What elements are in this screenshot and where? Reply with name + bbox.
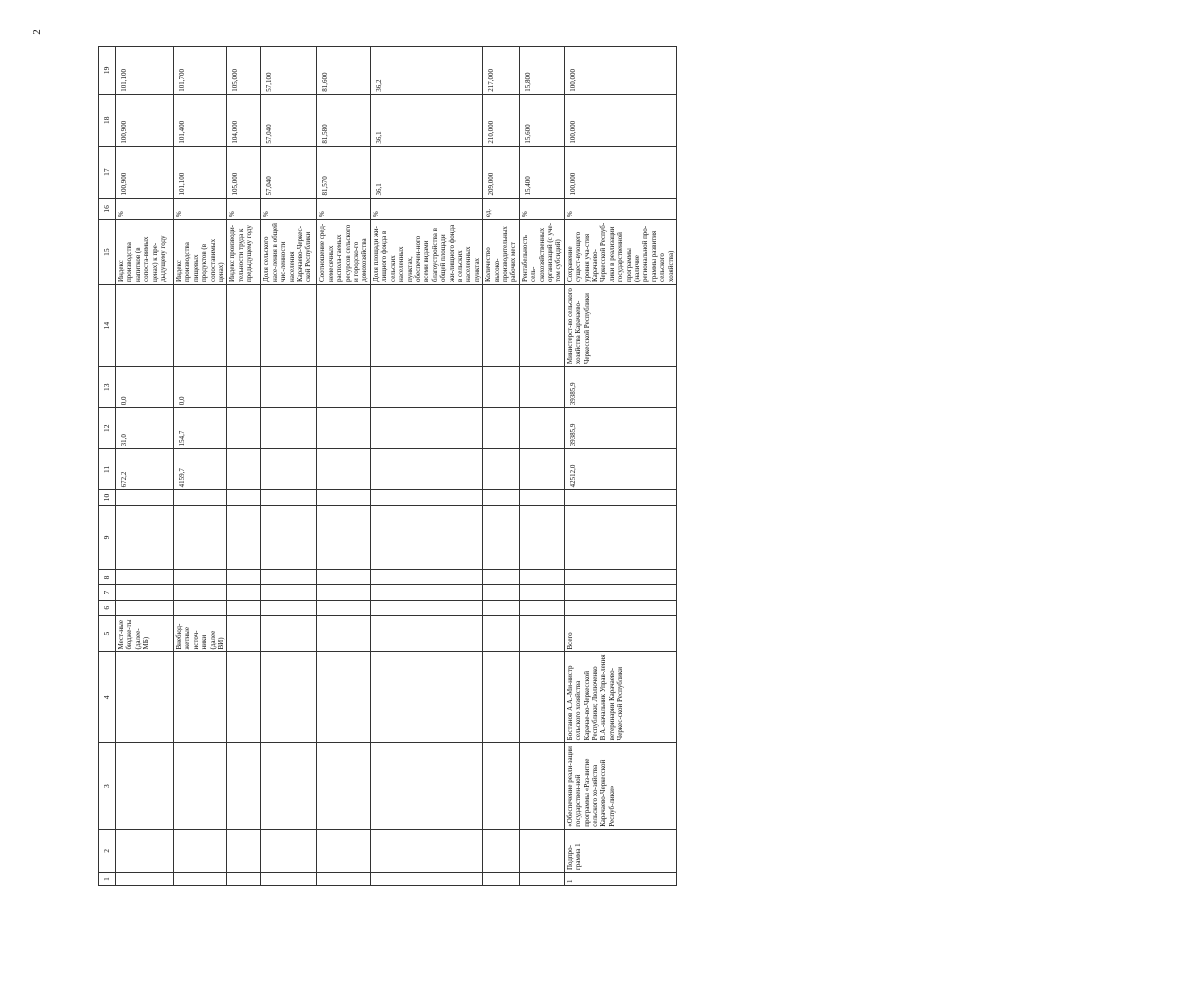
- column-number-12: 12: [99, 408, 116, 449]
- cell-col-15: Доля площади жи-лищного фонда в сельских населенных пунктах, обеспечен-ного всеми видами благоустройства в общей площади жи-лищного фонда в сельских населенных пунктах: [370, 220, 482, 285]
- column-number-5: 5: [99, 615, 116, 652]
- cell-col-10: [483, 490, 520, 505]
- cell-col-12: 154,7: [174, 408, 227, 449]
- cell-col-7: [564, 585, 676, 600]
- cell-col-7: [116, 585, 174, 600]
- cell-col-2: [483, 829, 520, 872]
- cell-col-9: [564, 505, 676, 570]
- cell-col-17: 36,1: [370, 146, 482, 198]
- cell-col-7: [483, 585, 520, 600]
- cell-col-11: [519, 449, 564, 490]
- cell-col-9: [227, 505, 261, 570]
- cell-col-11: [317, 449, 370, 490]
- cell-col-16: %: [564, 198, 676, 220]
- cell-col-18: 104,000: [227, 94, 261, 146]
- cell-col-19: 105,000: [227, 47, 261, 95]
- cell-col-16: %: [174, 198, 227, 220]
- rotated-table-container: [98, 46, 675, 886]
- cell-col-2: [261, 829, 317, 872]
- cell-col-11: [370, 449, 482, 490]
- cell-col-12: [317, 408, 370, 449]
- cell-col-2: [370, 829, 482, 872]
- cell-col-7: [519, 585, 564, 600]
- cell-col-15: Сохранение сущест-вующего уровня уча-стия Карачаево-Черкесской Респуб-лики в реализации государственной программы (наличие региональной про-граммы развития сельского хозяйства): [564, 220, 676, 285]
- cell-col-12: [227, 408, 261, 449]
- cell-col-7: [174, 585, 227, 600]
- cell-col-4: [227, 652, 261, 743]
- cell-col-3: [370, 743, 482, 829]
- cell-col-8: [370, 570, 482, 585]
- cell-col-7: [261, 585, 317, 600]
- cell-col-9: [519, 505, 564, 570]
- cell-col-19: 36,2: [370, 47, 482, 95]
- cell-col-13: [519, 367, 564, 408]
- cell-col-18: 81,580: [317, 94, 370, 146]
- cell-col-9: [261, 505, 317, 570]
- cell-col-8: [483, 570, 520, 585]
- cell-col-14: [483, 285, 520, 367]
- cell-col-13: [261, 367, 317, 408]
- cell-col-3: [261, 743, 317, 829]
- cell-col-17: 15,400: [519, 146, 564, 198]
- cell-col-14: [261, 285, 317, 367]
- cell-col-6: [564, 600, 676, 615]
- cell-col-8: [116, 570, 174, 585]
- column-number-3: 3: [99, 743, 116, 829]
- cell-col-16: ед.: [483, 198, 520, 220]
- cell-col-1: [519, 873, 564, 886]
- cell-col-5: Внебюд-жетные источ-ники (далее ВИ): [174, 615, 227, 652]
- cell-col-19: 101,100: [116, 47, 174, 95]
- cell-col-1: [261, 873, 317, 886]
- column-number-1: 1: [99, 873, 116, 886]
- cell-col-4: [261, 652, 317, 743]
- cell-col-1: [317, 873, 370, 886]
- cell-col-3: [483, 743, 520, 829]
- cell-col-16: %: [227, 198, 261, 220]
- cell-col-19: 100,000: [564, 47, 676, 95]
- cell-col-17: 100,000: [564, 146, 676, 198]
- cell-col-3: [519, 743, 564, 829]
- cell-col-1: [174, 873, 227, 886]
- cell-col-12: [483, 408, 520, 449]
- cell-col-13: [317, 367, 370, 408]
- cell-col-13: 0,0: [174, 367, 227, 408]
- cell-col-3: [174, 743, 227, 829]
- cell-col-9: [370, 505, 482, 570]
- cell-col-18: 57,040: [261, 94, 317, 146]
- cell-col-14: [227, 285, 261, 367]
- cell-col-1: [227, 873, 261, 886]
- cell-col-4: [317, 652, 370, 743]
- cell-col-12: [519, 408, 564, 449]
- cell-col-14: [116, 285, 174, 367]
- cell-col-4: Бостанов А.А.-Ми-нистр сельского хозяйства Карачае-во-Черкесской Республики; Люлюченко В.А.-начальник Управ-ления ветеринарии Карачаево-Черкес-ской Республики: [564, 652, 676, 743]
- table-row: [174, 47, 227, 886]
- cell-col-5: [261, 615, 317, 652]
- cell-col-17: 209,000: [483, 146, 520, 198]
- cell-col-6: [174, 600, 227, 615]
- cell-col-11: 42512,0: [564, 449, 676, 490]
- cell-col-10: [174, 490, 227, 505]
- column-number-13: 13: [99, 367, 116, 408]
- cell-col-12: 31,0: [116, 408, 174, 449]
- cell-col-15: Индекс производства пищевых продуктов (в сопоставимых ценах): [174, 220, 227, 285]
- column-number-18: 18: [99, 94, 116, 146]
- cell-col-9: [483, 505, 520, 570]
- cell-col-7: [227, 585, 261, 600]
- cell-col-6: [317, 600, 370, 615]
- cell-col-19: 81,600: [317, 47, 370, 95]
- cell-col-7: [370, 585, 482, 600]
- cell-col-7: [317, 585, 370, 600]
- cell-col-17: 100,900: [116, 146, 174, 198]
- cell-col-15: Доля сельского насе-ления в общей чис-ленности населения Карачаево-Черкес-ской Республики: [261, 220, 317, 285]
- cell-col-15: Соотношение сред-немесячных распола-гаемых ресурсов сельского и городско-го домохозяйства: [317, 220, 370, 285]
- column-number-16: 16: [99, 198, 116, 220]
- cell-col-4: [116, 652, 174, 743]
- column-number-14: 14: [99, 285, 116, 367]
- cell-col-13: [483, 367, 520, 408]
- cell-col-11: 4159,7: [174, 449, 227, 490]
- cell-col-8: [519, 570, 564, 585]
- cell-col-5: Всего: [564, 615, 676, 652]
- column-number-17: 17: [99, 146, 116, 198]
- cell-col-10: [116, 490, 174, 505]
- column-number-4: 4: [99, 652, 116, 743]
- cell-col-17: 81,570: [317, 146, 370, 198]
- cell-col-5: Мест-ные бюдже-ты (далее-МБ): [116, 615, 174, 652]
- table-row: [227, 47, 261, 886]
- table-row: [261, 47, 317, 886]
- column-number-8: 8: [99, 570, 116, 585]
- cell-col-3: «Обеспечение реали-зации государствен-ной программы «Раз-витие сельского хо-зяйства Карачаево-Черкесской Респуб-лики»: [564, 743, 676, 829]
- cell-col-18: 101,400: [174, 94, 227, 146]
- column-number-2: 2: [99, 829, 116, 872]
- cell-col-13: 0,0: [116, 367, 174, 408]
- cell-col-5: [370, 615, 482, 652]
- cell-col-8: [174, 570, 227, 585]
- cell-col-3: [227, 743, 261, 829]
- cell-col-8: [227, 570, 261, 585]
- cell-col-16: %: [261, 198, 317, 220]
- cell-col-12: 39385,9: [564, 408, 676, 449]
- table-row: [317, 47, 370, 886]
- cell-col-9: [317, 505, 370, 570]
- cell-col-19: 101,700: [174, 47, 227, 95]
- cell-col-14: [174, 285, 227, 367]
- cell-col-9: [174, 505, 227, 570]
- column-number-6: 6: [99, 600, 116, 615]
- cell-col-8: [317, 570, 370, 585]
- cell-col-11: 672,2: [116, 449, 174, 490]
- column-number-11: 11: [99, 449, 116, 490]
- cell-col-12: [370, 408, 482, 449]
- cell-col-4: [483, 652, 520, 743]
- cell-col-6: [116, 600, 174, 615]
- cell-col-18: 36,1: [370, 94, 482, 146]
- column-number-19: 19: [99, 47, 116, 95]
- table-row: [519, 47, 564, 886]
- cell-col-5: [317, 615, 370, 652]
- cell-col-5: [227, 615, 261, 652]
- cell-col-2: [519, 829, 564, 872]
- cell-col-18: 100,000: [564, 94, 676, 146]
- column-number-7: 7: [99, 585, 116, 600]
- cell-col-11: [261, 449, 317, 490]
- cell-col-10: [227, 490, 261, 505]
- cell-col-17: 101,100: [174, 146, 227, 198]
- cell-col-3: [317, 743, 370, 829]
- cell-col-15: Рентабельность сель-скохозяйственных организаций (с уче-том субсидий): [519, 220, 564, 285]
- cell-col-12: [261, 408, 317, 449]
- cell-col-11: [227, 449, 261, 490]
- cell-col-18: 15,600: [519, 94, 564, 146]
- cell-col-9: [116, 505, 174, 570]
- table-body: [116, 47, 677, 886]
- cell-col-1: 1: [564, 873, 676, 886]
- page-number: 2: [30, 29, 43, 35]
- cell-col-14: [519, 285, 564, 367]
- cell-col-15: Индекс производства напитков (в сопоста-вимых ценах) к пре-дыдущему году: [116, 220, 174, 285]
- table-row: [370, 47, 482, 886]
- cell-col-19: 217,000: [483, 47, 520, 95]
- cell-col-19: 57,100: [261, 47, 317, 95]
- cell-col-16: %: [519, 198, 564, 220]
- cell-col-2: [317, 829, 370, 872]
- cell-col-2: [116, 829, 174, 872]
- column-number-9: 9: [99, 505, 116, 570]
- cell-col-6: [483, 600, 520, 615]
- cell-col-18: 210,000: [483, 94, 520, 146]
- cell-col-16: %: [370, 198, 482, 220]
- cell-col-4: [370, 652, 482, 743]
- cell-col-2: Подпро-грамма 1: [564, 829, 676, 872]
- cell-col-18: 100,900: [116, 94, 174, 146]
- cell-col-13: 39385,9: [564, 367, 676, 408]
- cell-col-10: [564, 490, 676, 505]
- cell-col-16: %: [116, 198, 174, 220]
- cell-col-8: [261, 570, 317, 585]
- cell-col-1: [483, 873, 520, 886]
- table-wrapper: [101, 66, 1200, 990]
- cell-col-17: 57,040: [261, 146, 317, 198]
- column-number-header-row: [99, 47, 116, 886]
- cell-col-4: [519, 652, 564, 743]
- cell-col-2: [227, 829, 261, 872]
- cell-col-13: [370, 367, 482, 408]
- cell-col-5: [483, 615, 520, 652]
- column-number-15: 15: [99, 220, 116, 285]
- table-row: [483, 47, 520, 886]
- cell-col-10: [519, 490, 564, 505]
- cell-col-6: [370, 600, 482, 615]
- cell-col-1: [116, 873, 174, 886]
- cell-col-10: [317, 490, 370, 505]
- cell-col-10: [261, 490, 317, 505]
- cell-col-17: 105,000: [227, 146, 261, 198]
- cell-col-15: Количество высоко-производительных рабочих мест: [483, 220, 520, 285]
- table-row: [116, 47, 174, 886]
- program-indicators-table: [98, 46, 677, 886]
- cell-col-15: Индекс производи-тельности труда к предыдущему году: [227, 220, 261, 285]
- cell-col-8: [564, 570, 676, 585]
- cell-col-1: [370, 873, 482, 886]
- cell-col-6: [227, 600, 261, 615]
- cell-col-14: Министерст-во сельского хозяйства Карачаево-Черкесской Республики: [564, 285, 676, 367]
- cell-col-10: [370, 490, 482, 505]
- cell-col-2: [174, 829, 227, 872]
- cell-col-14: [370, 285, 482, 367]
- cell-col-14: [317, 285, 370, 367]
- cell-col-19: 15,800: [519, 47, 564, 95]
- cell-col-5: [519, 615, 564, 652]
- cell-col-4: [174, 652, 227, 743]
- cell-col-16: %: [317, 198, 370, 220]
- cell-col-13: [227, 367, 261, 408]
- column-number-10: 10: [99, 490, 116, 505]
- cell-col-11: [483, 449, 520, 490]
- cell-col-6: [261, 600, 317, 615]
- table-row: [564, 47, 676, 886]
- cell-col-6: [519, 600, 564, 615]
- cell-col-3: [116, 743, 174, 829]
